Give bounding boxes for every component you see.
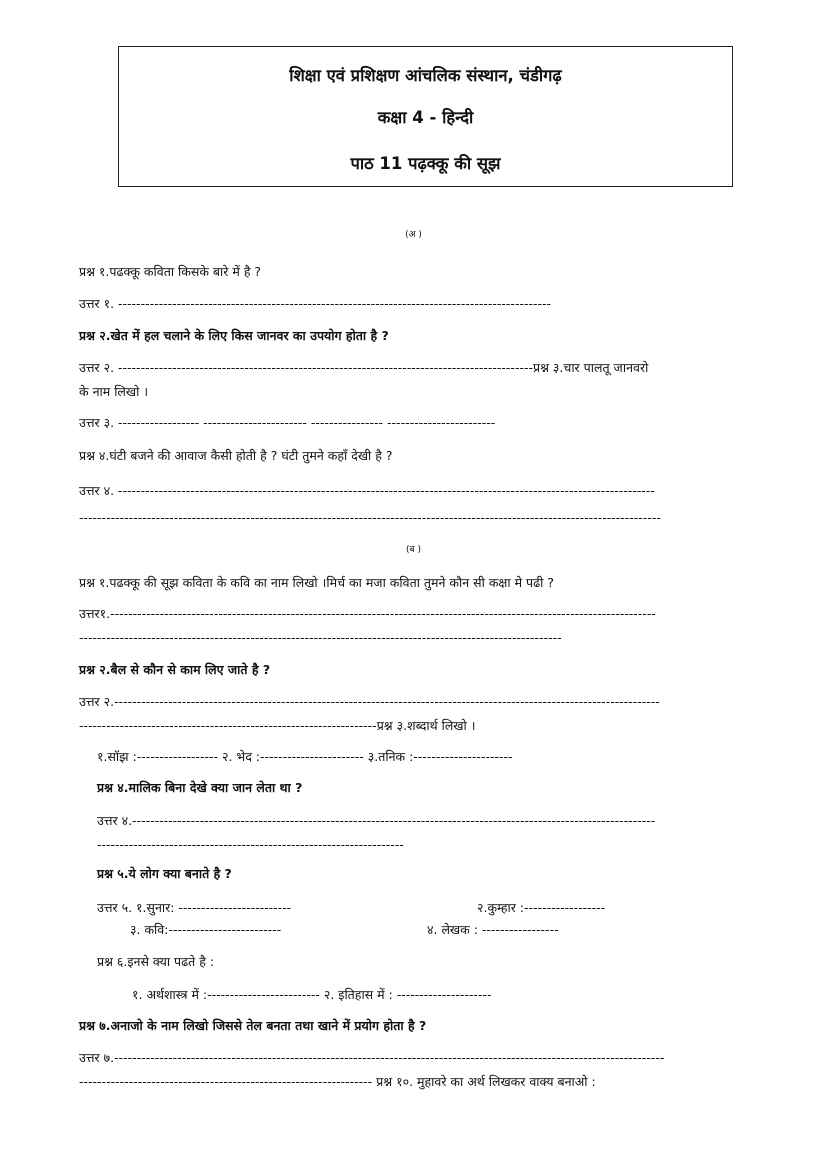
answer-line-b4[interactable]: उत्तर ४.-------------------------------------------------------------------------------------------------------------------- [97,813,656,828]
answer-b5-kavi[interactable]: ३. कवि:------------------------- [130,922,282,937]
answer-line-b2-2[interactable]: ------------------------------------------------------------------प्रश्न ३.शब्दार्थ लिखो । [79,718,476,733]
question-a2: प्रश्न २.खेत में हल चलाने के लिए किस जानवर का उपयोग होता है ? [79,328,389,343]
answer-line-b1[interactable]: उत्तर१.------------------------------------------------------------------------------------------------------------------------- [79,606,656,621]
question-b4: प्रश्न ४.मालिक बिना देखे क्या जान लेता था ? [97,780,303,795]
question-b5: प्रश्न ५.ये लोग क्या बनाते है ? [97,866,232,881]
answer-b6[interactable]: १. अर्थशास्त्र में :------------------------- २. इतिहास में : --------------------- [132,987,492,1002]
answer-b5-sunar[interactable]: उत्तर ५. १.सुनार: ------------------------- [97,900,292,915]
answer-b5-kumhar[interactable]: २.कुम्हार :------------------ [477,900,606,915]
answer-line-b7[interactable]: उत्तर ७.-------------------------------------------------------------------------------------------------------------------------- [79,1050,665,1065]
question-b2: प्रश्न २.बैल से कौन से काम लिए जाते है ? [79,662,271,677]
class-title: कक्षा 4 - हिन्दी [377,108,474,127]
header-box [118,46,733,187]
answer-line-a1[interactable]: उत्तर १. ------------------------------------------------------------------------------------------------ [79,296,552,311]
word-meanings[interactable]: १.सॉझ :------------------ २. भेद :----------------------- ३.तनिक :---------------------- [97,749,513,764]
lesson-title: पाठ 11 पढ़क्कू की सूझ [350,154,501,173]
question-b1: प्रश्न १.पढक्कू की सूझ कविता के कवि का नाम लिखो ।मिर्च का मजा कविता तुमने कौन सी कक्षा मे पढी ? [79,575,555,590]
question-a4: प्रश्न ४.घंटी बजने की आवाज कैसी होती है ? घंटी तुमने कहाँ देखी है ? [79,448,393,463]
section-a-title: (अ ) [405,230,422,240]
question-a1: प्रश्न १.पढक्कू कविता किसके बारे में है ? [79,264,262,279]
answer-line-a4-2[interactable]: --------------------------------------------------------------------------------------------------------------------------------- [79,510,661,525]
question-b6: प्रश्न ६.इनसे क्या पढते है : [97,954,215,969]
question-a3-cont: के नाम लिखो । [79,384,149,399]
answer-line-a3[interactable]: उत्तर ३. ------------------ ----------------------- ---------------- ------------------------ [79,415,496,430]
answer-line-b1-2[interactable]: ----------------------------------------------------------------------------------------------------------- [79,630,562,645]
section-b-title: (ब ) [405,545,422,555]
answer-line-b4-2[interactable]: -------------------------------------------------------------------- [97,837,404,852]
answer-line-a4[interactable]: उत्तर ४. ----------------------------------------------------------------------------------------------------------------------- [79,483,655,498]
answer-line-b2[interactable]: उत्तर २.------------------------------------------------------------------------------------------------------------------------- [79,694,660,709]
question-b7: प्रश्न ७.अनाजो के नाम लिखो जिससे तेल बनता तथा खाने में प्रयोग होता है ? [79,1018,427,1033]
institute-name: शिक्षा एवं प्रशिक्षण आंचलिक संस्थान, चंडीगढ़ [289,66,562,85]
answer-b5-lekhak[interactable]: ४. लेखक : ----------------- [427,922,559,937]
answer-line-a2[interactable]: उत्तर २. --------------------------------------------------------------------------------------------प्रश्न ३.चार पालतू जानवरो [79,360,649,375]
answer-line-b7-2[interactable]: ----------------------------------------------------------------- प्रश्न १०. मुहावरे का अर्थ लिखकर वाक्य बनाओ : [79,1074,596,1089]
